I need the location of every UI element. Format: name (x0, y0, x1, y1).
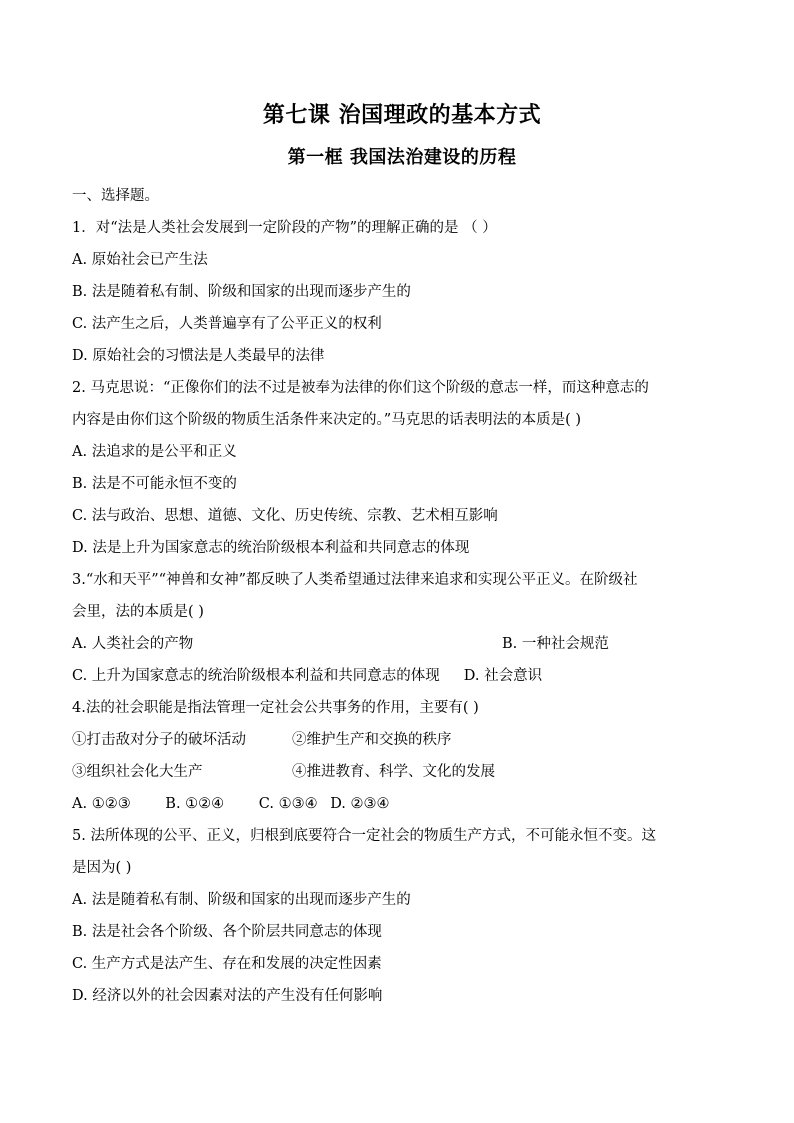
question-1-option-c: C. 法产生之后，人类普遍享有了公平正义的权利 (72, 316, 382, 332)
question-4-option-d: D. ②③④ (330, 796, 390, 812)
section-subtitle: 第一框 我国法治建设的历程 (287, 147, 517, 168)
question-3-option-a: A. 人类社会的产物 (72, 636, 194, 652)
question-3-option-d: D. 社会意识 (463, 668, 543, 684)
question-2-option-a: A. 法追求的是公平和正义 (72, 444, 237, 460)
question-2-option-c: C. 法与政治、思想、道德、文化、历史传统、宗教、艺术相互影响 (72, 508, 498, 524)
question-4-item-1: ①打击敌对分子的破坏活动 (72, 732, 246, 748)
question-4-item-4: ④推进教育、科学、文化的发展 (292, 764, 495, 780)
question-3-option-b: B. 一种社会规范 (502, 636, 609, 652)
question-5-option-c: C. 生产方式是法产生、存在和发展的决定性因素 (72, 956, 382, 972)
section-heading: 一、选择题。 (72, 188, 159, 204)
question-4-stem: 4.法的社会职能是指法管理一定社会公共事务的作用，主要有( ) (72, 700, 479, 716)
question-4-option-c: C. ①③④ (258, 796, 318, 812)
lesson-title: 第七课 治国理政的基本方式 (262, 103, 542, 128)
question-4-options (72, 788, 732, 820)
question-2-option-b: B. 法是不可能永恒不变的 (72, 476, 237, 492)
question-1-option-d: D. 原始社会的习惯法是人类最早的法律 (72, 348, 325, 364)
question-3-stem-line-1: 3.“水和天平”“神兽和女神”都反映了人类希望通过法律来追求和实现公平正义。在阶级社 (72, 572, 638, 588)
question-1-option-a: A. 原始社会已产生法 (72, 252, 208, 268)
question-4-option-b: B. ①②④ (165, 796, 225, 812)
question-5-stem-line-2: 是因为( ) (72, 860, 132, 876)
question-3-options-row-1 (72, 628, 732, 660)
question-2-stem-line-1: 2. 马克思说：“正像你们的法不过是被奉为法律的你们这个阶级的意志一样，而这种意志的 (72, 380, 649, 396)
question-5-option-a: A. 法是随着私有制、阶级和国家的出现而逐步产生的 (72, 892, 411, 908)
question-1-option-b: B. 法是随着私有制、阶级和国家的出现而逐步产生的 (72, 284, 411, 300)
question-3-stem-line-2: 会里，法的本质是( ) (72, 604, 204, 620)
question-3-options-row-2 (72, 660, 732, 692)
question-4-item-3: ③组织社会化大生产 (72, 764, 203, 780)
question-3-option-c: C. 上升为国家意志的统治阶级根本利益和共同意志的体现 (72, 668, 440, 684)
question-4-items-row-1 (72, 724, 732, 756)
question-2-option-d: D. 法是上升为国家意志的统治阶级根本利益和共同意志的体现 (72, 540, 470, 556)
question-1-stem: 1．对“法是人类社会发展到一定阶段的产物”的理解正确的是 （ ） (72, 220, 497, 236)
question-5-option-b: B. 法是社会各个阶级、各个阶层共同意志的体现 (72, 924, 382, 940)
question-5-stem-line-1: 5. 法所体现的公平、正义，归根到底要符合一定社会的物质生产方式，不可能永恒不变。这 (72, 828, 656, 844)
question-5-option-d: D. 经济以外的社会因素对法的产生没有任何影响 (72, 988, 383, 1004)
question-4-option-a: A. ①②③ (72, 796, 131, 812)
question-4-items-row-2 (72, 756, 732, 788)
question-2-stem-line-2: 内容是由你们这个阶级的物质生活条件来决定的。”马克思的话表明法的本质是( ) (72, 412, 582, 428)
question-4-item-2: ②维护生产和交换的秩序 (292, 732, 452, 748)
document-page (72, 0, 732, 1123)
question-list (72, 180, 732, 1012)
